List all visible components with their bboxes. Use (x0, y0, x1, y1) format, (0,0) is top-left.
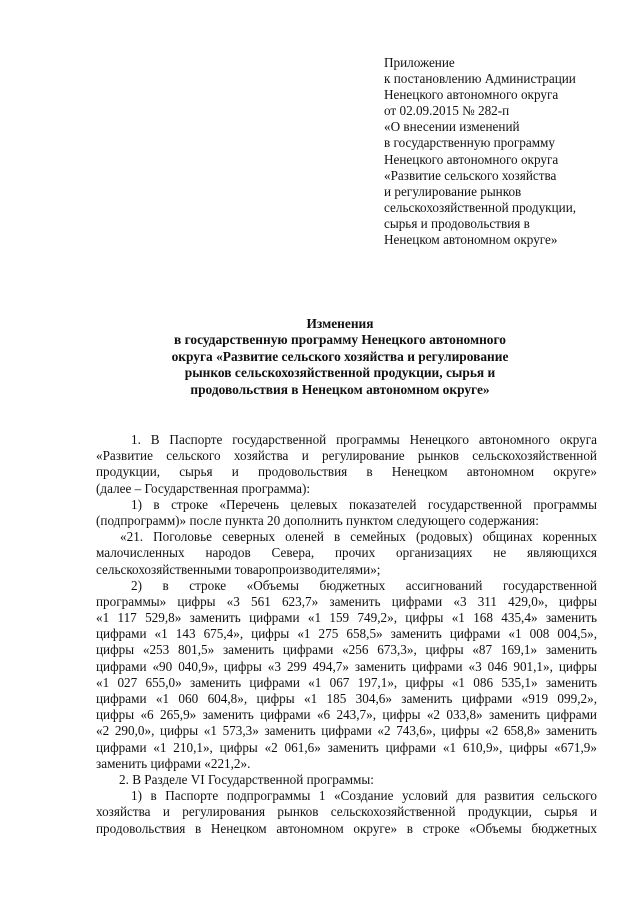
title-line: в государственную программу Ненецкого автономного (174, 332, 506, 348)
body-line: цифрами «90 040,9», цифры «3 299 494,7» заменить цифрами «3 046 901,1», цифры (96, 658, 597, 674)
body-line: сельскохозяйственными товаропроизводителями»; (96, 561, 381, 577)
body-line: заменить цифрами «221,2». (96, 755, 251, 771)
body-line: «2 290,0», цифры «1 573,3» заменить цифрами «2 743,6», цифры «2 658,8» заменить (96, 723, 597, 739)
body-line: «21. Поголовье северных оленей в семейных (родовых) общинах коренных (120, 529, 597, 545)
body-line: малочисленных народов Севера, прочих организациях не являющихся (96, 545, 597, 561)
appendix-header (384, 55, 624, 248)
appendix-line: Ненецкого автономного округа (384, 87, 559, 103)
appendix-line: сельскохозяйственной продукции, (384, 199, 577, 215)
appendix-line: Ненецком автономном округе» (384, 232, 558, 248)
title-line: Изменения (306, 316, 374, 331)
appendix-line: Приложение (384, 55, 455, 70)
body-line: программы» цифры «3 561 623,7» заменить цифрами «3 311 429,0», цифры (96, 593, 597, 609)
appendix-line: сырья и продовольствия в (384, 215, 530, 231)
document-title (90, 316, 590, 398)
body-line: 2) в строке «Объемы бюджетных ассигнований государственной (131, 577, 597, 593)
appendix-line: от 02.09.2015 № 282-п (384, 103, 510, 119)
document-body (96, 432, 597, 837)
body-line: цифры «6 265,9» заменить цифрами «6 243,7», цифры «2 033,8» заменить цифрами (96, 707, 597, 723)
body-line: (далее – Государственная программа): (96, 480, 311, 496)
body-line: «Развитие сельского хозяйства и регулирование рынков сельскохозяйственной (96, 448, 597, 464)
appendix-line: в государственную программу (384, 135, 555, 151)
body-line: хозяйства и регулирования рынков сельскохозяйственной продукции, сырья и (96, 804, 597, 820)
appendix-line: «Развитие сельского хозяйства (384, 167, 557, 183)
title-line: рынков сельскохозяйственной продукции, сырья и (184, 365, 496, 381)
title-line: продовольствия в Ненецком автономном округе» (190, 381, 490, 397)
title-line: округа «Развитие сельского хозяйства и регулирование (171, 348, 509, 364)
body-line: (подпрограмм)» после пункта 20 дополнить пунктом следующего содержания: (96, 512, 539, 528)
body-line: цифрами «1 060 604,8», цифры «1 185 304,6» заменить цифрами «919 099,2», (96, 691, 597, 706)
body-line: 1) в строке «Перечень целевых показателей государственной программы (131, 496, 597, 512)
appendix-line: «О внесении изменений (384, 119, 520, 135)
body-line: 1) в Паспорте подпрограммы 1 «Создание условий для развития сельского (131, 788, 597, 804)
appendix-line: к постановлению Администрации (384, 71, 576, 87)
body-line: «1 027 655,0» заменить цифрами «1 067 197,1», цифры «1 086 535,1» заменить (96, 674, 597, 690)
body-line: «1 117 529,8» заменить цифрами «1 159 749,2», цифры «1 168 435,4» заменить (96, 610, 597, 626)
body-line: цифрами «1 210,1», цифры «2 061,6» заменить цифрами «1 610,9», цифры «671,9» (96, 739, 597, 755)
body-line: цифры «253 801,5» заменить цифрами «256 673,3», цифры «87 169,1» заменить (96, 642, 597, 658)
body-line: цифрами «1 143 675,4», цифры «1 275 658,5» заменить цифрами «1 008 004,5», (96, 626, 597, 642)
appendix-line: Ненецкого автономного округа (384, 151, 559, 167)
body-line: продовольствия в Ненецком автономном округе» в строке «Объемы бюджетных (96, 820, 597, 836)
body-line: 2. В Разделе VI Государственной программы: (119, 771, 374, 787)
body-line: продукции, сырья и продовольствия в Ненецком автономном округе» (96, 464, 597, 480)
body-line: 1. В Паспорте государственной программы Ненецкого автономного округа (131, 432, 597, 447)
appendix-line: и регулирование рынков (384, 183, 522, 199)
